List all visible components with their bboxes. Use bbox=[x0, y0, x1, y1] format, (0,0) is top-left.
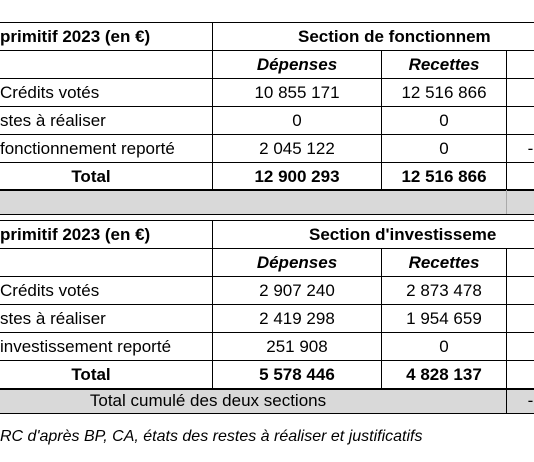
total-depenses: 5 578 446 bbox=[259, 365, 335, 384]
border-line bbox=[0, 248, 534, 249]
invest-section-title: Section d'investisseme bbox=[309, 225, 497, 244]
border-line bbox=[381, 50, 382, 190]
row-depenses: 10 855 171 bbox=[254, 83, 340, 102]
border-line bbox=[0, 388, 534, 390]
row-depenses: 0 bbox=[292, 111, 302, 130]
total-depenses: 12 900 293 bbox=[254, 167, 340, 186]
row-label: stes à réaliser bbox=[0, 309, 106, 328]
border-line bbox=[506, 248, 507, 414]
border-line bbox=[506, 50, 507, 190]
cumul-row bbox=[0, 389, 534, 413]
row-label: stes à réaliser bbox=[0, 111, 106, 130]
invest-header-label: primitif 2023 (en €) bbox=[0, 225, 151, 244]
border-line bbox=[0, 413, 534, 414]
row-depenses: 2 419 298 bbox=[259, 309, 335, 328]
row-label: Crédits votés bbox=[0, 83, 100, 102]
border-line bbox=[0, 214, 534, 215]
row-depenses: 251 908 bbox=[266, 337, 328, 356]
total-label: Total bbox=[71, 365, 111, 384]
border-line bbox=[0, 106, 534, 107]
fonct-total-row bbox=[0, 163, 534, 191]
border-line bbox=[212, 22, 213, 190]
table-row bbox=[0, 107, 534, 135]
border-line bbox=[0, 276, 534, 277]
total-recettes: 12 516 866 bbox=[401, 167, 487, 186]
table-row bbox=[0, 305, 534, 333]
border-line bbox=[381, 248, 382, 389]
invest-total-row bbox=[0, 361, 534, 389]
border-line bbox=[0, 220, 534, 221]
row-label: investissement reporté bbox=[0, 337, 172, 356]
border-line bbox=[212, 220, 213, 389]
separator-band bbox=[0, 190, 534, 214]
row-extra: - bbox=[527, 139, 534, 158]
cumul-label: Total cumulé des deux sections bbox=[89, 391, 327, 410]
border-line bbox=[0, 304, 534, 305]
source-note: RC d'après BP, CA, états des restes à réaliser et justificatifs bbox=[0, 428, 423, 445]
row-recettes: 2 873 478 bbox=[406, 281, 482, 300]
row-recettes: 1 954 659 bbox=[406, 309, 482, 328]
row-depenses: 2 045 122 bbox=[259, 139, 335, 158]
border-line bbox=[0, 332, 534, 333]
fonct-col-depenses: Dépenses bbox=[256, 55, 338, 74]
border-line bbox=[0, 162, 534, 163]
total-label: Total bbox=[71, 167, 111, 186]
invest-header-row bbox=[0, 221, 534, 249]
border-line bbox=[0, 134, 534, 135]
border-line bbox=[506, 190, 507, 214]
border-line bbox=[0, 189, 534, 191]
row-label: fonctionnement reporté bbox=[0, 139, 175, 158]
table-row bbox=[0, 277, 534, 305]
row-recettes: 12 516 866 bbox=[401, 83, 487, 102]
row-recettes: 0 bbox=[439, 111, 449, 130]
table-row bbox=[0, 333, 534, 361]
row-recettes: 0 bbox=[439, 139, 449, 158]
border-line bbox=[0, 360, 534, 361]
table-row bbox=[0, 135, 534, 163]
fonct-header-row bbox=[0, 23, 534, 51]
cumul-extra: - bbox=[527, 391, 534, 410]
row-recettes: 0 bbox=[439, 337, 449, 356]
row-label: Crédits votés bbox=[0, 281, 100, 300]
invest-col-depenses: Dépenses bbox=[256, 253, 338, 272]
table-row bbox=[0, 79, 534, 107]
fonct-subheader-row bbox=[0, 51, 534, 79]
invest-subheader-row bbox=[0, 249, 534, 277]
border-line bbox=[0, 50, 534, 51]
fonct-header-label: primitif 2023 (en €) bbox=[0, 27, 151, 46]
total-recettes: 4 828 137 bbox=[406, 365, 482, 384]
fonct-col-recettes: Recettes bbox=[408, 55, 480, 74]
invest-col-recettes: Recettes bbox=[408, 253, 480, 272]
fonct-section-title: Section de fonctionnem bbox=[298, 27, 491, 46]
border-line bbox=[0, 22, 534, 23]
row-depenses: 2 907 240 bbox=[259, 281, 335, 300]
border-line bbox=[0, 78, 534, 79]
